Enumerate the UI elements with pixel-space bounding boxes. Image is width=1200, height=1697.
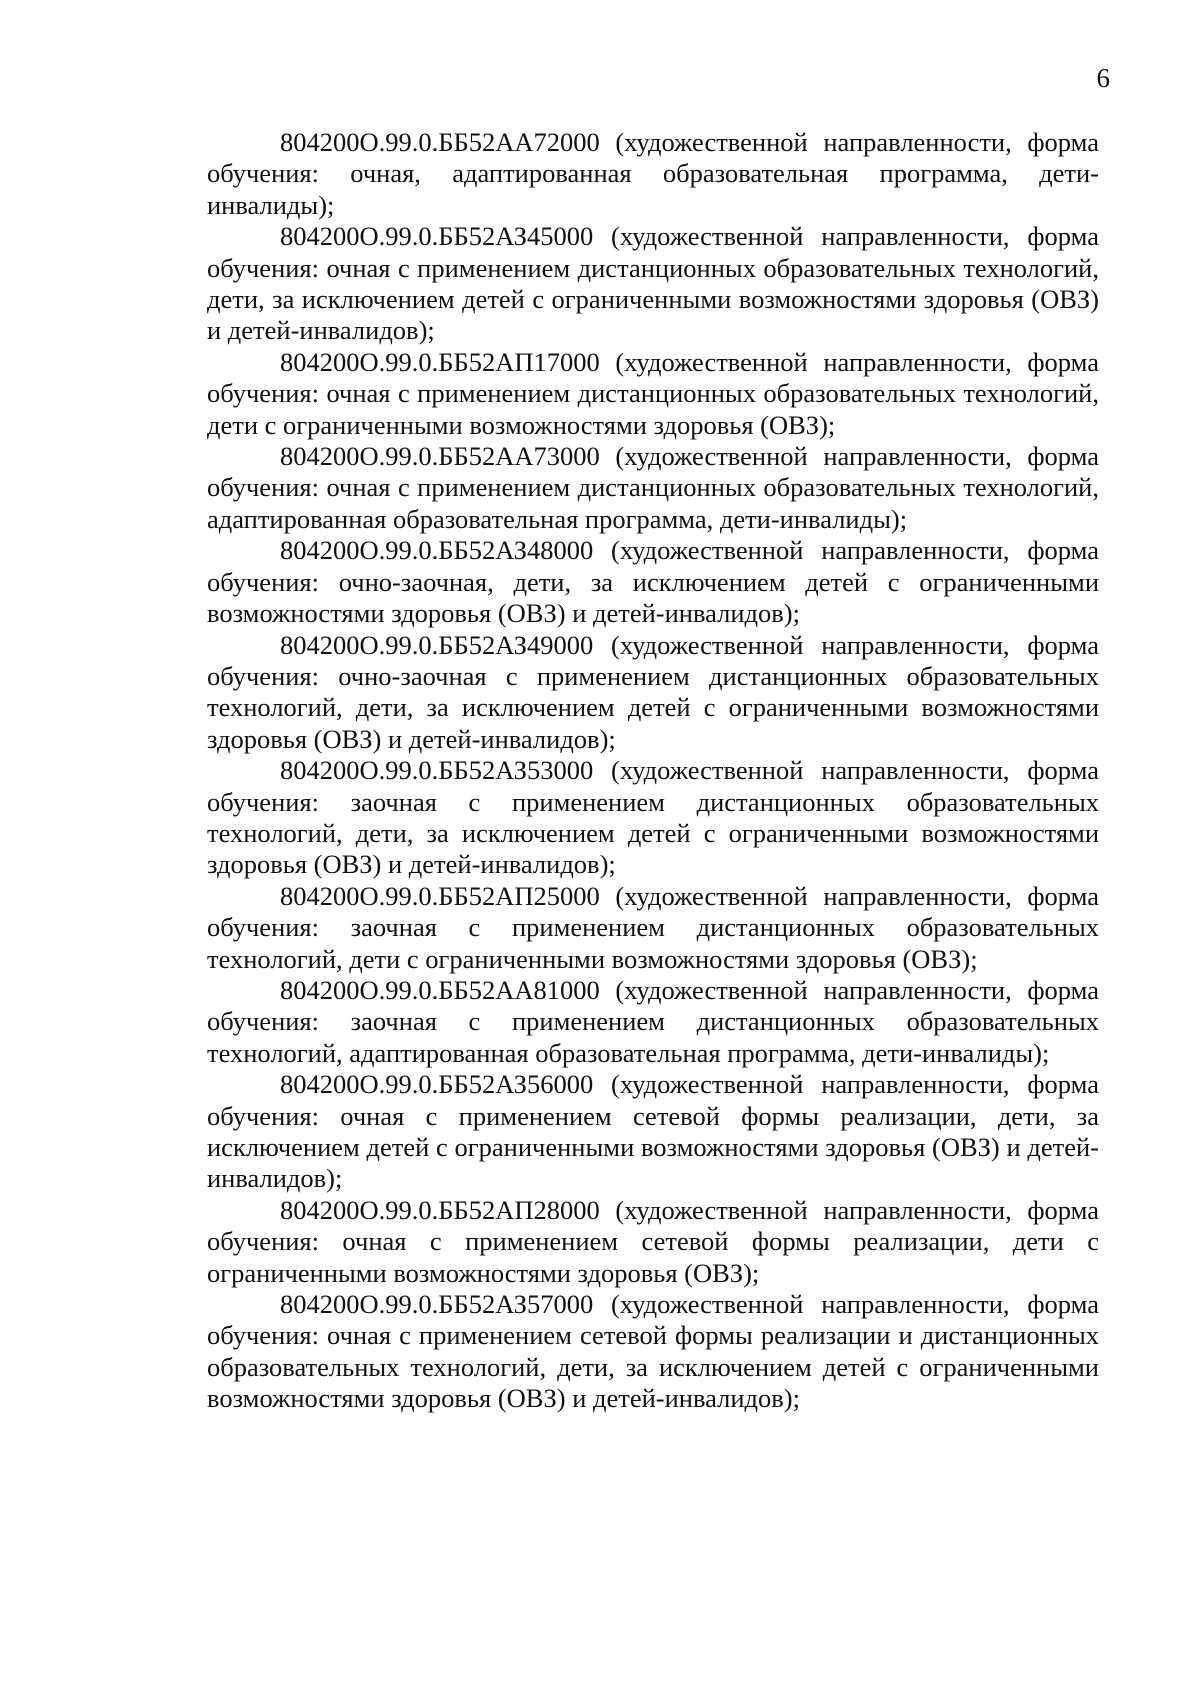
document-body: [207, 127, 1099, 1415]
paragraph: 804200О.99.0.ББ52АП28000 (художественной направленности, форма обучения: очная с применением сетевой формы реализации, дети с ограниченными возможностями здоровья (ОВЗ);: [207, 1194, 1099, 1288]
paragraph: 804200О.99.0.ББ52АА72000 (художественной направленности, форма обучения: очная, адаптированная образовательная программа, дети-инвалиды);: [207, 127, 1099, 220]
paragraph: 804200О.99.0.ББ52АЗ45000 (художественной направленности, форма обучения: очная с применением дистанционных образовательных технологий, дети, за исключением детей с ограниченными возможностями здоровья (ОВЗ) и детей-инвалидов);: [207, 221, 1099, 346]
paragraph: 804200О.99.0.ББ52АП17000 (художественной направленности, форма обучения: очная с применением дистанционных образовательных технологий, дети с ограниченными возможностями здоровья (ОВЗ);: [207, 346, 1099, 440]
paragraph: 804200О.99.0.ББ52АА73000 (художественной направленности, форма обучения: очная с применением дистанционных образовательных технологий, адаптированная образовательная программа, дети-инвалиды);: [207, 441, 1099, 534]
paragraph: 804200О.99.0.ББ52АЗ48000 (художественной направленности, форма обучения: очно-заочная, дети, за исключением детей с ограниченными возможностями здоровья (ОВЗ) и детей-инвалидов);: [207, 535, 1099, 629]
paragraph: 804200О.99.0.ББ52АЗ57000 (художественной направленности, форма обучения: очная с применением сетевой формы реализации и дистанционных образовательных технологий, дети, за исключением детей с ограниченными возможностями здоровья (ОВЗ) и детей-инвалидов);: [207, 1289, 1099, 1414]
paragraph: 804200О.99.0.ББ52АЗ53000 (художественной направленности, форма обучения: заочная с применением дистанционных образовательных технологий, дети, за исключением детей с ограниченными возможностями здоровья (ОВЗ) и детей-инвалидов);: [207, 755, 1099, 880]
paragraph: 804200О.99.0.ББ52АП25000 (художественной направленности, форма обучения: заочная с применением дистанционных образовательных технологий, дети с ограниченными возможностями здоровья (ОВЗ);: [207, 880, 1099, 974]
page-number: 6: [1096, 63, 1110, 93]
paragraph: 804200О.99.0.ББ52АЗ56000 (художественной направленности, форма обучения: очная с применением сетевой формы реализации, дети, за исключением детей с ограниченными возможностями здоровья (ОВЗ) и детей-инвалидов);: [207, 1069, 1099, 1194]
paragraph: 804200О.99.0.ББ52АА81000 (художественной направленности, форма обучения: заочная с применением дистанционных образовательных технологий, адаптированная образовательная программа, дети-инвалиды);: [207, 974, 1099, 1068]
paragraph: 804200О.99.0.ББ52АЗ49000 (художественной направленности, форма обучения: очно-заочная с применением дистанционных образовательных технологий, дети, за исключением детей с ограниченными возможностями здоровья (ОВЗ) и детей-инвалидов);: [207, 629, 1099, 754]
